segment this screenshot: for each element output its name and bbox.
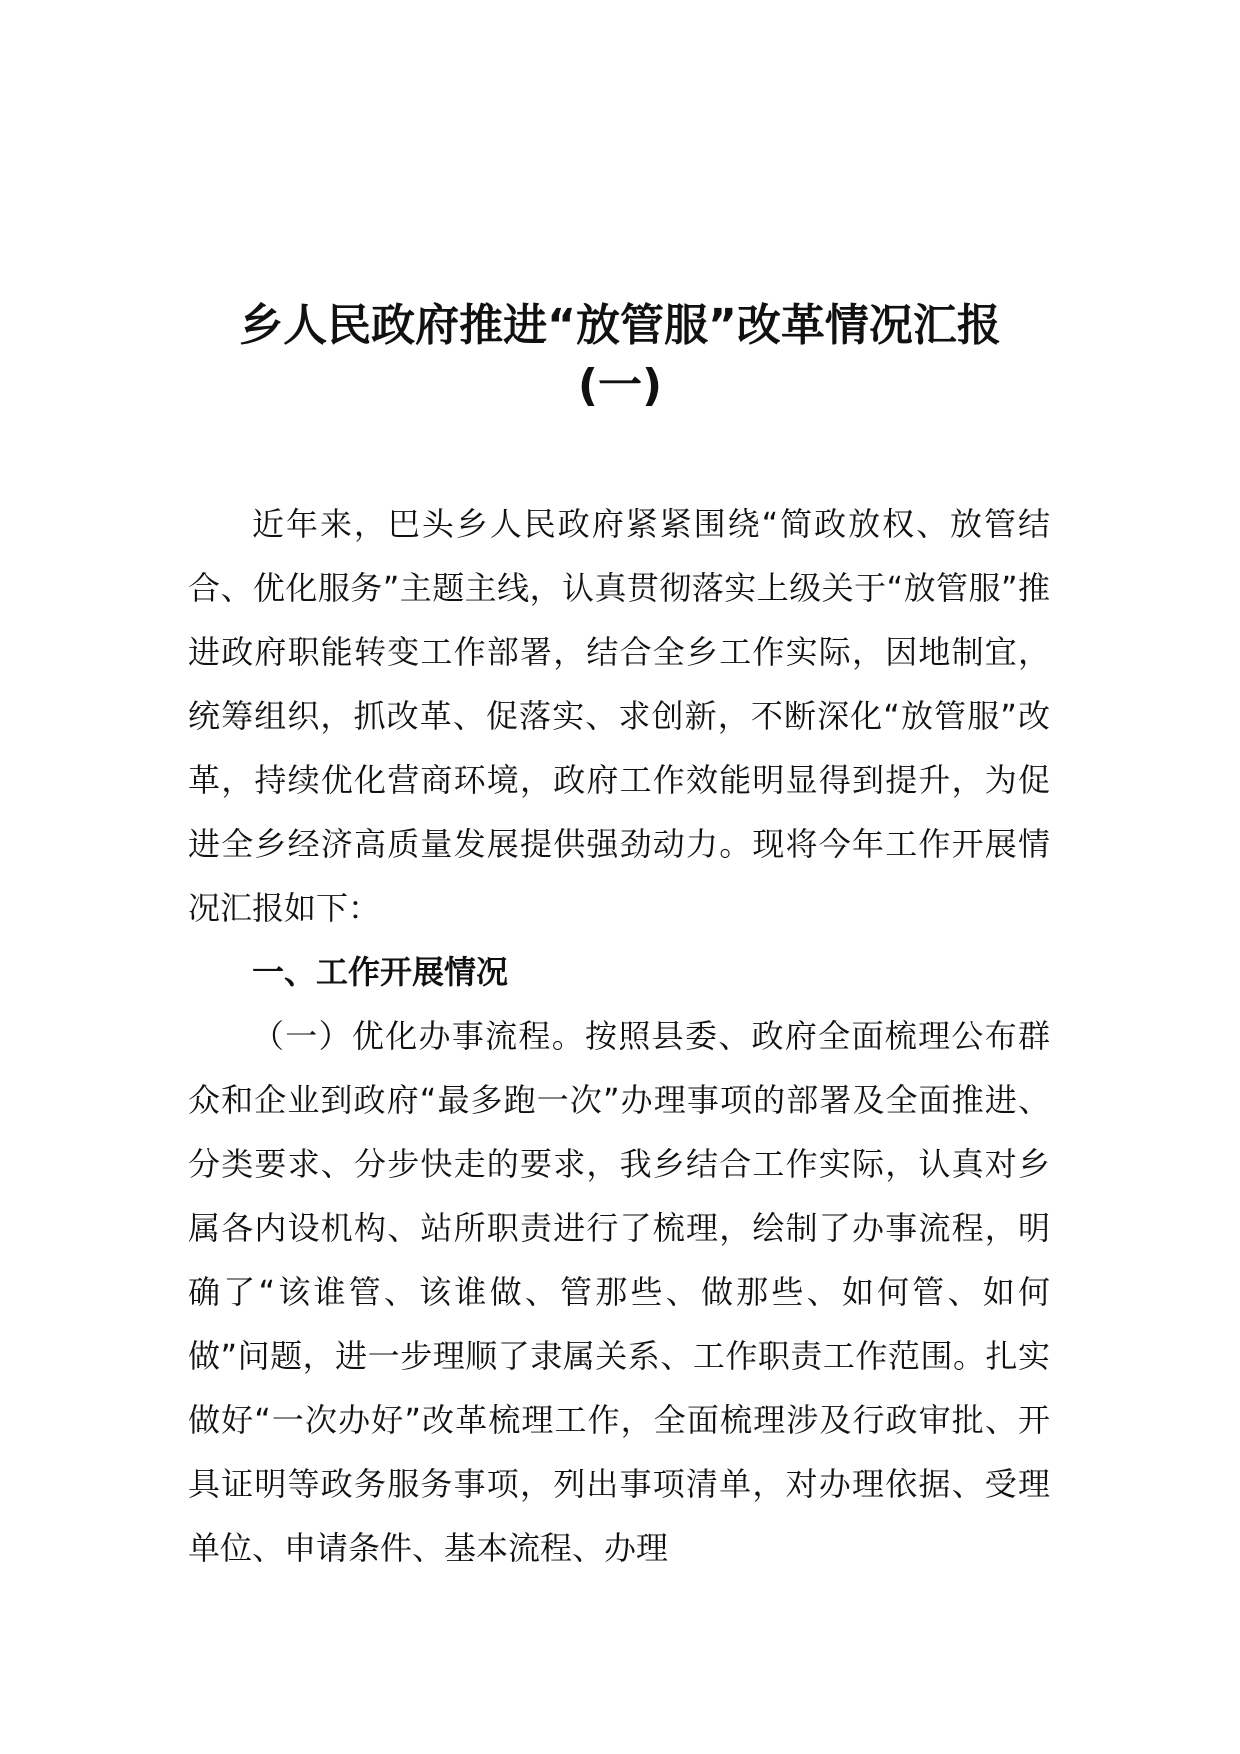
intro-paragraph: 近年来，巴头乡人民政府紧紧围绕“简政放权、放管结合、优化服务”主题主线，认真贯彻落实上级关于“放管服”推进政府职能转变工作部署，结合全乡工作实际，因地制宜，统筹组织，抓改革、促落实、求创新，不断深化“放管服”改革，持续优化营商环境，政府工作效能明显得到提升，为促进全乡经济高质量发展提供强劲动力。现将今年工作开展情况汇报如下： (188, 505, 1050, 927)
document-title (160, 296, 1080, 416)
document-body (188, 492, 1050, 1580)
title-line-2: (一) (577, 360, 663, 411)
section-heading-work-progress: 一、工作开展情况 (252, 953, 509, 991)
section-paragraph-optimize-process: （一）优化办事流程。按照县委、政府全面梳理公布群众和企业到政府“最多跑一次”办理事项的部署及全面推进、分类要求、分步快走的要求，我乡结合工作实际，认真对乡属各内设机构、站所职责进行了梳理，绘制了办事流程，明确了“该谁管、该谁做、管那些、做那些、如何管、如何做”问题，进一步理顺了隶属关系、工作职责工作范围。扎实做好“一次办好”改革梳理工作，全面梳理涉及行政审批、开具证明等政务服务事项，列出事项清单，对办理依据、受理单位、申请条件、基本流程、办理 (188, 1017, 1050, 1567)
title-line-1: 乡人民政府推进“放管服”改革情况汇报 (239, 300, 1001, 351)
